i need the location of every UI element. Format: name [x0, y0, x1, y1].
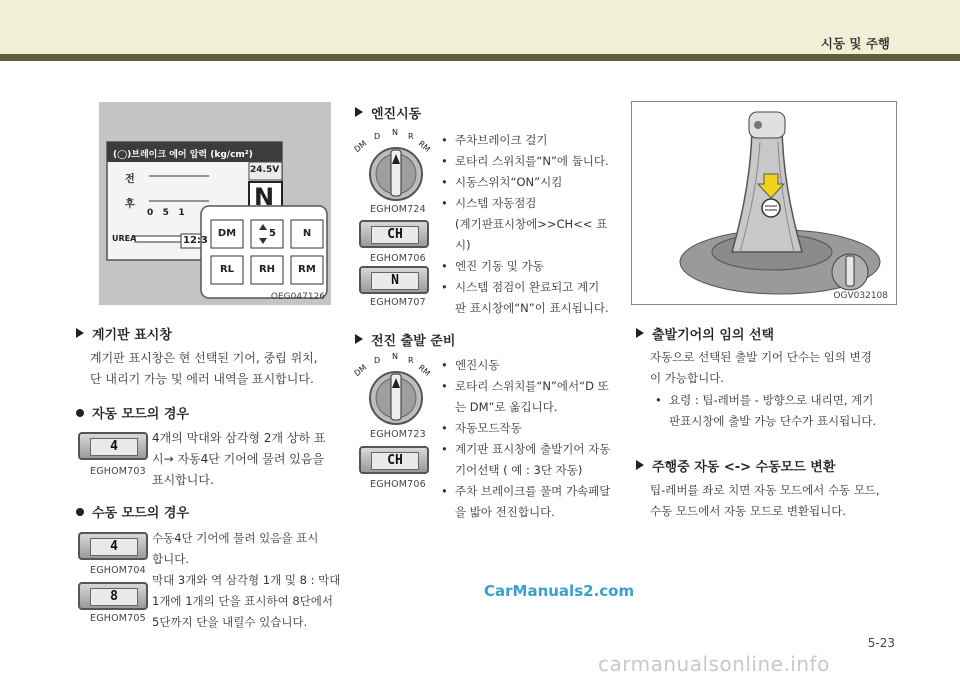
gear-shifter-illustration [632, 102, 896, 304]
watermark-carmanuals2: CarManuals2.com [484, 582, 635, 600]
list-item: • 자동모드작동 [441, 418, 623, 439]
cluster-display-para: 계기판 표시창은 현 선택된 기어, 중립 위치, 단 내리기 가능 및 에러 내역을 표시합니다. [90, 351, 318, 386]
list-item-continued: (계기판표시창에>>CH<< 표시) [455, 217, 608, 252]
dot-bullet-icon [76, 409, 84, 417]
lcd-manual4-text: 4 [90, 538, 138, 556]
page-header [0, 0, 960, 56]
auto-mode-title: 자동 모드의 경우 [76, 403, 189, 422]
gear-select-para: 자동으로 선택된 출발 기어 단수는 임의 변경 이 가능합니다. [650, 350, 872, 385]
lcd-n-caption: EGHOM707 [370, 297, 426, 308]
triangle-bullet-icon [355, 107, 363, 117]
knob1-label-rm: RM [416, 139, 432, 154]
page-number: 5-23 [867, 636, 895, 650]
list-item: • 시스템 자동점검 [441, 193, 621, 214]
shifter-figure [631, 101, 897, 305]
rotary-knob-figure-1 [352, 128, 434, 204]
lcd-ch1-caption: EGHOM706 [370, 253, 426, 264]
cluster-figure [99, 102, 331, 305]
lcd-manual4 [78, 532, 148, 560]
shifter-caption: OGV032108 [833, 291, 888, 301]
cluster-btn-dm: DM [217, 228, 237, 239]
lcd-8 [78, 582, 148, 610]
cluster-btn-n: N [302, 228, 312, 239]
dot-bullet-icon [76, 508, 84, 516]
rotary-knob-figure-2 [352, 352, 434, 428]
list-item-continued: 을 밟아 전진합니다. [455, 505, 555, 519]
depart-prep-list [441, 355, 623, 523]
triangle-bullet-icon [76, 328, 84, 338]
triangle-bullet-icon [355, 334, 363, 344]
list-item: • 주차브레이크 걸기 [441, 130, 621, 151]
triangle-bullet-icon [636, 328, 644, 338]
watermark-carmanualsonline: carmanualsonline.info [598, 652, 830, 676]
knob1-label-d: D [374, 132, 381, 141]
manual-mode-title: 수동 모드의 경우 [76, 502, 189, 521]
triangle-bullet-icon [636, 460, 644, 470]
cluster-air-label: (◯)브레이크 에어 압력 (kg/cm²) [113, 150, 253, 160]
cluster-voltage: 24.5V [250, 165, 280, 175]
list-item: • 시동스위치“ON”시킴 [441, 172, 621, 193]
cluster-rear-label: 후 [125, 199, 135, 210]
knob2-label-d: D [374, 356, 381, 365]
header-rule [0, 54, 960, 61]
cluster-front-label: 전 [125, 174, 135, 185]
manual-mode-para: 수동4단 기어에 물려 있음을 표시 합니다. 막대 3개와 역 삼각형 1개 및 8 : 막대 1개에 1개의 단을 표시하여 8단에서 5단까지 단을 내릴수 있습니다. [152, 531, 341, 629]
list-item: • 요령 : 팁-레버를 - 방향으로 내리면, 계기 [655, 390, 900, 411]
list-item-continued: 는 DM”로 옮깁니다. [455, 400, 558, 414]
knob2-label-n: N [392, 352, 398, 361]
lcd-auto4 [78, 432, 148, 460]
section-title-gear-select: 출발기어의 임의 선택 [636, 324, 774, 343]
gear-select-list [655, 390, 900, 432]
knob1-caption: EGHOM724 [370, 204, 426, 215]
cluster-btn-rh: RH [258, 264, 276, 275]
cluster-gear: N [254, 183, 275, 211]
list-item: • 계기판 표시창에 출발기어 자동 [441, 439, 623, 460]
lcd-n-text: N [371, 272, 419, 290]
engine-start-list [441, 130, 621, 319]
list-item-continued: 판 표시창에“N”이 표시됩니다. [455, 301, 609, 315]
lcd-ch1 [359, 220, 429, 248]
knob1-label-r: R [408, 132, 414, 141]
list-item: • 엔진시동 [441, 355, 623, 376]
cluster-btn-rl: RL [219, 264, 235, 275]
lcd-manual4-caption: EGHOM704 [90, 565, 146, 576]
cluster-btn-5: 5 [269, 228, 276, 239]
lcd-n [359, 266, 429, 294]
lcd-auto4-text: 4 [90, 438, 138, 456]
section-title-mode-switch: 주행중 자동 <-> 수동모드 변환 [636, 456, 835, 475]
cluster-scale: 0 5 1 [147, 208, 185, 218]
header-title: 시동 및 주행 [820, 36, 890, 51]
lcd-ch1-text: CH [371, 226, 419, 244]
auto-mode-para: 4개의 막대와 삼각형 2개 상하 표 시→ 자동4단 기어에 물려 있음을 표시합니다. [152, 431, 326, 487]
lcd-ch2-text: CH [371, 452, 419, 470]
section-title-depart-prep: 전진 출발 준비 [355, 330, 455, 349]
list-item: • 로타리 스위치를“N”에 둡니다. [441, 151, 621, 172]
list-item: • 로타리 스위치를“N”에서“D 또 [441, 376, 623, 397]
knob2-label-dm: DM [352, 362, 369, 379]
cluster-clock: 12:3 [183, 235, 208, 246]
knob2-label-r: R [408, 356, 414, 365]
cluster-caption: OEG047126 [270, 292, 325, 302]
cluster-btn-rm: RM [298, 264, 316, 275]
list-item: • 엔진 기동 및 가동 [441, 256, 621, 277]
knob2-label-rm: RM [416, 363, 432, 378]
list-item: • 시스템 점검이 완료되고 계기 [441, 277, 621, 298]
section-title-cluster-display: 계기판 표시창 [76, 324, 172, 343]
lcd-auto4-caption: EGHOM703 [90, 466, 146, 477]
knob2-caption: EGHOM723 [370, 429, 426, 440]
knob1-label-n: N [392, 128, 398, 137]
lcd-ch2-caption: EGHOM706 [370, 479, 426, 490]
cluster-urea-label: UREA [112, 234, 137, 243]
mode-switch-para: 팁-레버를 좌로 치면 자동 모드에서 수동 모드, 수동 모드에서 자동 모드로 변환됩니다. [650, 483, 880, 518]
list-item-continued: 기어선택 ( 예 : 3단 자동) [455, 463, 583, 477]
list-item-continued: 판표시창에 출발 가능 단수가 표시됩니다. [669, 414, 877, 428]
lcd-8-caption: EGHOM705 [90, 613, 146, 624]
lcd-8-text: 8 [90, 588, 138, 606]
lcd-ch2 [359, 446, 429, 474]
knob1-label-dm: DM [352, 138, 369, 155]
list-item: • 주차 브레이크를 풀며 가속페달 [441, 481, 623, 502]
section-title-engine-start: 엔진시동 [355, 103, 421, 122]
